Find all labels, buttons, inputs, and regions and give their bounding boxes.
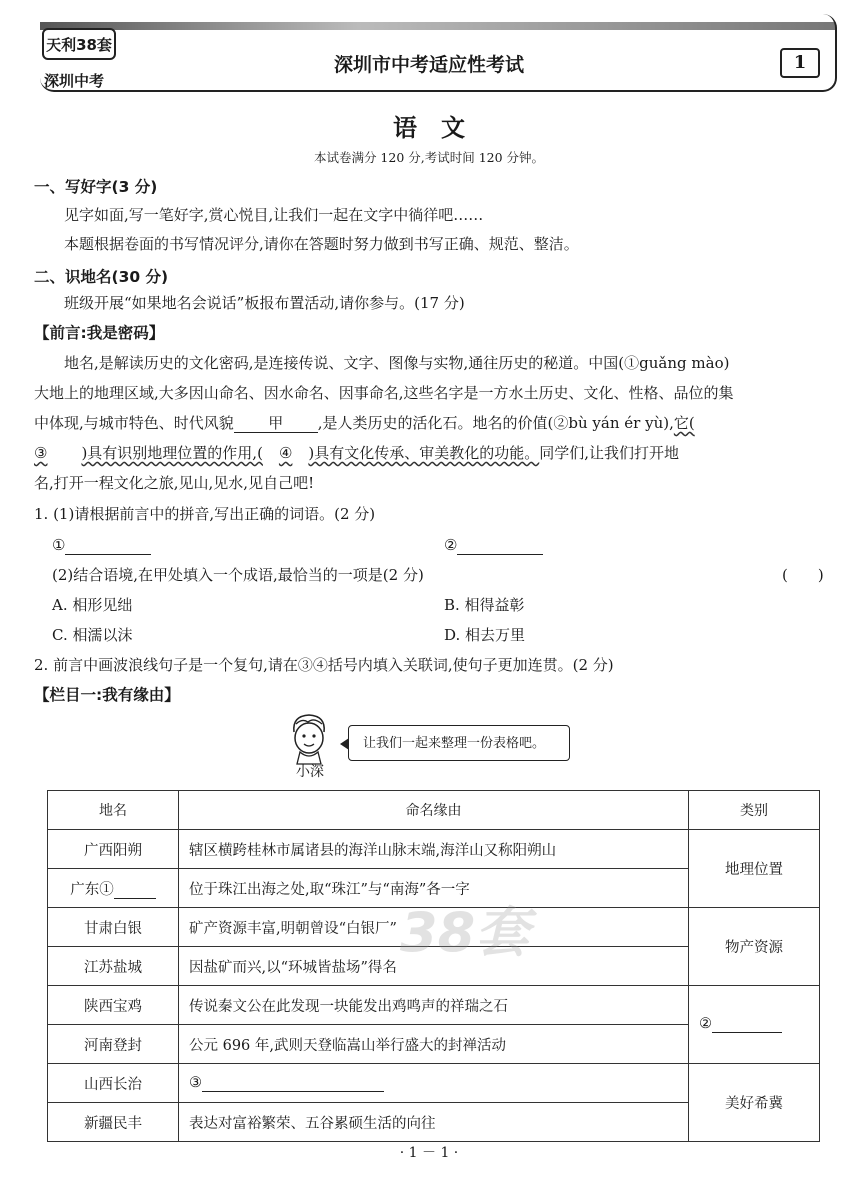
q1-answer-1-label: ①: [52, 536, 66, 554]
q2-stem: 2. 前言中画波浪线句子是一个复句,请在③④括号内填入关联词,使句子更加连贯。(2 分): [34, 656, 614, 674]
place-cell: 陕西宝鸡: [48, 986, 179, 1025]
place-cell-label: 广东①: [70, 881, 114, 898]
preface-wavy-mid: )具有识别地理位置的作用,(: [81, 444, 263, 462]
exam-number: 1: [780, 48, 820, 78]
preface-wavy-start: 它(: [673, 414, 695, 432]
blank-4-space-b: [292, 444, 308, 462]
reason-cell-blank[interactable]: [179, 1064, 689, 1103]
student-character-icon: [286, 710, 332, 766]
q1-stem2: (2)结合语境,在甲处填入一个成语,最恰当的一项是(2 分): [52, 566, 424, 584]
brand-logo: 天利38套: [42, 28, 116, 60]
reason-blank-line[interactable]: [202, 1075, 384, 1092]
category-cell-blank[interactable]: [689, 986, 820, 1064]
preface-line-3b: ,是人类历史的活化石。地名的价值(②bù yán ér yù),: [317, 414, 674, 432]
section2-intro: 班级开展“如果地名会说话”板报布置活动,请你参与。(17 分): [64, 294, 465, 312]
category-cell: 美好希冀: [689, 1064, 820, 1142]
section1-heading: 一、写好字(3 分): [34, 178, 158, 196]
preface-line-1: 地名,是解读历史的文化密码,是连接传说、文字、图像与实物,通往历史的秘道。中国(①guǎng mào): [64, 354, 730, 372]
blank-4-space-a: [263, 444, 279, 462]
section1-line1: 见字如面,写一笔好字,赏心悦目,让我们一起在文字中徜徉吧……: [64, 206, 484, 224]
q1-answer-1-line[interactable]: [65, 536, 151, 555]
category-cell: 物产资源: [689, 908, 820, 986]
speech-bubble: 让我们一起来整理一份表格吧。: [348, 725, 570, 761]
q1-answer-2-line[interactable]: [457, 536, 543, 555]
place-cell: 新疆民丰: [48, 1103, 179, 1142]
blank-4-label: ④: [278, 444, 293, 462]
preface-wavy-end: )具有文化传承、审美教化的功能。: [308, 444, 540, 462]
subject-note: 本试卷满分 120 分,考试时间 120 分钟。: [313, 150, 545, 165]
category-blank-label: ②: [699, 1016, 712, 1032]
place-cell: 河南登封: [48, 1025, 179, 1064]
category-cell: 地理位置: [689, 830, 820, 908]
category-blank-line[interactable]: [712, 1016, 782, 1033]
preface-line-3: [34, 414, 725, 433]
place-blank-line[interactable]: [114, 882, 156, 899]
reason-cell: 辖区横跨桂林市属诸县的海洋山脉末端,海洋山又称阳朔山: [179, 830, 689, 869]
preface-line-4-tail: 同学们,让我们打开地: [539, 444, 680, 462]
watermark: 38套: [400, 901, 530, 964]
place-cell: 广西阳朔: [48, 830, 179, 869]
place-cell-blank[interactable]: [48, 869, 179, 908]
place-cell: 甘肃白银: [48, 908, 179, 947]
preface-wavy-gap: [695, 414, 725, 432]
header-category: 类别: [689, 791, 820, 830]
preface-line-4: [34, 444, 679, 462]
preface-line-2: 大地上的地理区域,大多因山命名、因水命名、因事命名,这些名字是一方水土历史、文化、性格、品位的集: [34, 384, 734, 402]
q1-answer-2[interactable]: [444, 536, 543, 555]
reason-cell: 公元 696 年,武则天登临嵩山举行盛大的封禅活动: [179, 1025, 689, 1064]
reason-cell: 传说秦文公在此发现一块能发出鸡鸣声的祥瑞之石: [179, 986, 689, 1025]
option-a[interactable]: A. 相形见绌: [52, 596, 133, 614]
reason-cell: 表达对富裕繁荣、五谷累硕生活的向往: [179, 1103, 689, 1142]
option-b[interactable]: B. 相得益彰: [444, 596, 525, 614]
exam-title: [0, 50, 858, 77]
character-name: 小深: [296, 764, 324, 780]
table-row: [48, 1064, 820, 1103]
header-place: 地名: [48, 791, 179, 830]
subject-title: 语 文: [393, 114, 465, 142]
header-reason: 命名缘由: [179, 791, 689, 830]
option-c[interactable]: C. 相濡以沫: [52, 626, 133, 644]
reason-cell: 矿产资源丰富,明朝曾设“白银厂”: [179, 908, 689, 947]
brand-subtitle: 深圳中考: [44, 72, 105, 90]
reason-cell: 位于珠江出海之处,取“珠江”与“南海”各一字: [179, 869, 689, 908]
blank-3-space: [47, 444, 81, 462]
blank-3-label: ③: [34, 444, 48, 462]
blank-jia: 甲: [234, 414, 318, 433]
option-d[interactable]: D. 相去万里: [444, 626, 526, 644]
preface-title: 【前言:我是密码】: [34, 324, 165, 342]
reason-blank-label: ③: [189, 1074, 202, 1091]
section2-heading: 二、识地名(30 分): [34, 268, 169, 286]
page-footer: · 1 － 1 ·: [399, 1145, 459, 1161]
preface-line-5: 名,打开一程文化之旅,见山,见水,见自己吧!: [34, 474, 315, 492]
column-title: 【栏目一:我有缘由】: [34, 686, 180, 704]
q1-answer-paren[interactable]: ( ): [782, 566, 824, 584]
q1-stem1: 1. (1)请根据前言中的拼音,写出正确的词语。(2 分): [34, 505, 376, 523]
section1-line2: 本题根据卷面的书写情况评分,请你在答题时努力做到书写正确、规范、整洁。: [64, 235, 579, 253]
place-cell: 江苏盐城: [48, 947, 179, 986]
table-row: [48, 830, 820, 869]
place-cell: 山西长治: [48, 1064, 179, 1103]
q1-answer-2-label: ②: [444, 536, 458, 554]
preface-line-3a: 中体现,与城市特色、时代风貌: [34, 414, 234, 432]
table-header-row: [48, 791, 820, 830]
q1-answer-1[interactable]: [52, 536, 151, 555]
exam-title-text: 深圳市中考适应性考试: [333, 54, 524, 76]
reason-cell: 因盐矿而兴,以“环城皆盐场”得名: [179, 947, 689, 986]
table-row: [48, 986, 820, 1025]
